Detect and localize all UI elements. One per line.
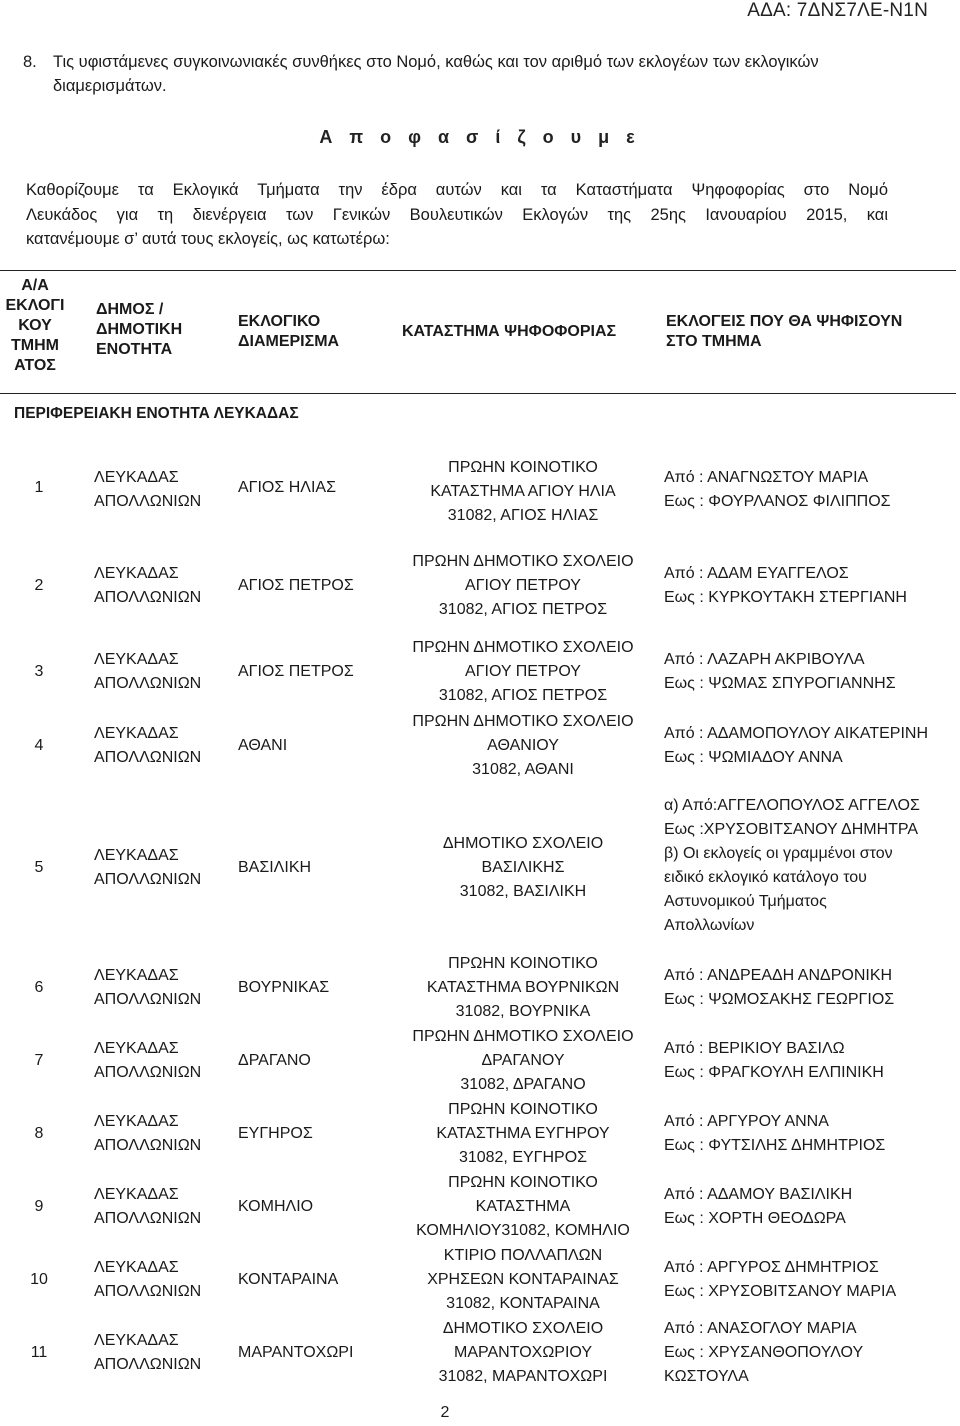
header-bottom-rule [0,393,956,394]
table-header [0,276,956,391]
row-municipality: ΛΕΥΚΑΔΑΣ ΑΠΟΛΛΩΝΙΩΝ [94,967,202,1008]
row-municipality: ΛΕΥΚΑΔΑΣ ΑΠΟΛΛΩΝΙΩΝ [94,725,202,766]
row-voters: Από : ΑΝΑΣΟΓΛΟΥ ΜΑΡΙΑ Εως : ΧΡΥΣΑΝΘΟΠΟΥΛΟΥ ΚΩΣΤΟΥΛΑ [664,1320,864,1385]
row-municipality: ΛΕΥΚΑΔΑΣ ΑΠΟΛΛΩΝΙΩΝ [94,651,202,692]
row-municipality: ΛΕΥΚΑΔΑΣ ΑΠΟΛΛΩΝΙΩΝ [94,1040,202,1081]
intro-paragraph [26,178,888,252]
row-number: 6 [34,979,44,996]
row-municipality: ΛΕΥΚΑΔΑΣ ΑΠΟΛΛΩΝΙΩΝ [94,565,202,606]
row-district: ΒΟΥΡΝΙΚΑΣ [238,979,330,996]
row-municipality: ΛΕΥΚΑΔΑΣ ΑΠΟΛΛΩΝΙΩΝ [94,1259,202,1300]
row-number: 9 [34,1198,44,1215]
row-voters: α) Από:ΑΓΓΕΛΟΠΟΥΛΟΣ ΑΓΓΕΛΟΣ Εως :ΧΡΥΣΟΒΙΤΣΑΝΟΥ ΔΗΜΗΤΡΑ β) Οι εκλογείς οι γραμμένοι στον ειδικό εκλογικό κατάλογο του Αστυνομικού Τμήματος Απολλωνίων [664,797,920,934]
row-number: 4 [34,737,44,754]
row-number: 1 [34,479,44,496]
row-store: ΠΡΩΗΝ ΔΗΜΟΤΙΚΟ ΣΧΟΛΕΙΟ ΑΓΙΟΥ ΠΕΤΡΟΥ 31082, ΑΓΙΟΣ ΠΕΤΡΟΣ [412,639,634,704]
row-voters: Από : ΑΔΑΜΟΥ ΒΑΣΙΛΙΚΗ Εως : ΧΟΡΤΗ ΘΕΟΔΩΡΑ [664,1186,853,1227]
row-district: ΑΓΙΟΣ ΠΕΤΡΟΣ [238,577,354,594]
row-number: 3 [34,663,44,680]
row-store: ΠΡΩΗΝ ΔΗΜΟΤΙΚΟ ΣΧΟΛΕΙΟ ΑΘΑΝΙΟΥ 31082, ΑΘΑΝΙ [412,713,634,778]
document-id: ΑΔΑ: 7ΔΝΣ7ΛΕ-Ν1Ν [747,0,928,21]
row-store: ΠΡΩΗΝ ΚΟΙΝΟΤΙΚΟ ΚΑΤΑΣΤΗΜΑ ΚΟΜΗΛΙΟΥ31082, ΚΟΜΗΛΙΟ [416,1174,630,1239]
row-number: 5 [34,859,44,876]
row-district: ΜΑΡΑΝΤΟΧΩΡΙ [238,1344,354,1361]
header-col-district: ΕΚΛΟΓΙΚΟ ΔΙΑΜΕΡΙΣΜΑ [238,313,340,350]
item-8-text: Τις υφιστάμενες συγκοινωνιακές συνθήκες στο Νομό, καθώς και τον αριθμό των εκλογέων των εκλογικών διαμερισμάτων. [53,53,819,95]
row-voters: Από : ΑΔΑΜ ΕΥΑΓΓΕΛΟΣ Εως : ΚΥΡΚΟΥΤΑΚΗ ΣΤΕΡΓΙΑΝΗ [664,565,907,606]
row-municipality: ΛΕΥΚΑΔΑΣ ΑΠΟΛΛΩΝΙΩΝ [94,1186,202,1227]
row-store: ΔΗΜΟΤΙΚΟ ΣΧΟΛΕΙΟ ΜΑΡΑΝΤΟΧΩΡΙΟΥ 31082, ΜΑΡΑΝΤΟΧΩΡΙ [438,1320,608,1385]
item-8-number: 8. [23,53,37,71]
region-title: ΠΕΡΙΦΕΡΕΙΑΚΗ ΕΝΟΤΗΤΑ ΛΕΥΚΑΔΑΣ [14,405,299,422]
row-district: ΔΡΑΓΑΝΟ [238,1052,311,1069]
decision-heading: Α π ο φ α σ ί ζ ο υ μ ε [319,127,641,147]
row-store: ΠΡΩΗΝ ΚΟΙΝΟΤΙΚΟ ΚΑΤΑΣΤΗΜΑ ΕΥΓΗΡΟΥ 31082, ΕΥΓΗΡΟΣ [436,1101,610,1166]
row-voters: Από : ΑΔΑΜΟΠΟΥΛΟΥ ΑΙΚΑΤΕΡΙΝΗ Εως : ΨΩΜΙΑΔΟΥ ΑΝΝΑ [664,725,929,766]
row-district: ΑΓΙΟΣ ΗΛΙΑΣ [238,479,336,496]
row-municipality: ΛΕΥΚΑΔΑΣ ΑΠΟΛΛΩΝΙΩΝ [94,847,202,888]
row-district: ΒΑΣΙΛΙΚΗ [238,859,312,876]
row-store: ΠΡΩΗΝ ΔΗΜΟΤΙΚΟ ΣΧΟΛΕΙΟ ΑΓΙΟΥ ΠΕΤΡΟΥ 31082, ΑΓΙΟΣ ΠΕΤΡΟΣ [412,553,634,618]
row-district: ΑΘΑΝΙ [238,737,288,754]
row-number: 7 [34,1052,44,1069]
intro-line-3: κατανέμουμε σ’ αυτά τους εκλογείς, ως κατωτέρω: [26,230,390,248]
header-col-municipality: ΔΗΜΟΣ / ΔΗΜΟΤΙΚΗ ΕΝΟΤΗΤΑ [96,301,183,358]
header-col-voters: ΕΚΛΟΓΕΙΣ ΠΟΥ ΘΑ ΨΗΦΙΣΟΥΝ ΣΤΟ ΤΜΗΜΑ [666,313,903,350]
row-store: ΚΤΙΡΙΟ ΠΟΛΛΑΠΛΩΝ ΧΡΗΣΕΩΝ ΚΟΝΤΑΡΑΙΝΑΣ 31082, ΚΟΝΤΑΡΑΙΝΑ [427,1247,619,1312]
item-8 [23,50,903,98]
header-col-store: ΚΑΤΑΣΤΗΜΑ ΨΗΦΟΦΟΡΙΑΣ [402,323,617,340]
row-voters: Από : ΒΕΡΙΚΙΟΥ ΒΑΣΙΛΩ Εως : ΦΡΑΓΚΟΥΛΗ ΕΛΠΙΝΙΚΗ [664,1040,884,1081]
header-col-section: Α/Α ΕΚΛΟΓΙ ΚΟΥ ΤΜΗΜ ΑΤΟΣ [5,277,65,374]
row-number: 11 [30,1344,48,1361]
intro-line-2: Λευκάδος για τη διενέργεια των Γενικών Βουλευτικών Εκλογών της 25ης Ιανουαρίου 2015, και [26,205,888,224]
header-top-rule [0,270,956,271]
row-municipality: ΛΕΥΚΑΔΑΣ ΑΠΟΛΛΩΝΙΩΝ [94,469,202,510]
row-voters: Από : ΑΝΔΡΕΑΔΗ ΑΝΔΡΟΝΙΚΗ Εως : ΨΩΜΟΣΑΚΗΣ ΓΕΩΡΓΙΟΣ [664,967,895,1008]
row-number: 8 [34,1125,44,1142]
row-store: ΠΡΩΗΝ ΚΟΙΝΟΤΙΚΟ ΚΑΤΑΣΤΗΜΑ ΑΓΙΟΥ ΗΛΙΑ 31082, ΑΓΙΟΣ ΗΛΙΑΣ [430,459,616,524]
row-district: ΑΓΙΟΣ ΠΕΤΡΟΣ [238,663,354,680]
row-voters: Από : ΑΡΓΥΡΟΣ ΔΗΜΗΤΡΙΟΣ Εως : ΧΡΥΣΟΒΙΤΣΑΝΟΥ ΜΑΡΙΑ [664,1259,897,1300]
row-store: ΔΗΜΟΤΙΚΟ ΣΧΟΛΕΙΟ ΒΑΣΙΛΙΚΗΣ 31082, ΒΑΣΙΛΙΚΗ [442,835,604,900]
row-number: 10 [30,1271,48,1288]
row-voters: Από : ΛΑΖΑΡΗ ΑΚΡΙΒΟΥΛΑ Εως : ΨΩΜΑΣ ΣΠΥΡΟΓΙΑΝΝΗΣ [664,651,896,692]
page-number: 2 [440,1404,450,1421]
row-voters: Από : ΑΝΑΓΝΩΣΤΟΥ ΜΑΡΙΑ Εως : ΦΟΥΡΛΑΝΟΣ ΦΙΛΙΠΠΟΣ [664,469,891,510]
row-district: ΚΟΜΗΛΙΟ [238,1198,314,1215]
row-store: ΠΡΩΗΝ ΚΟΙΝΟΤΙΚΟ ΚΑΤΑΣΤΗΜΑ ΒΟΥΡΝΙΚΩΝ 31082, ΒΟΥΡΝΙΚΑ [426,955,620,1020]
row-voters: Από : ΑΡΓΥΡΟΥ ΑΝΝΑ Εως : ΦΥΤΣΙΛΗΣ ΔΗΜΗΤΡΙΟΣ [664,1113,886,1154]
row-district: ΚΟΝΤΑΡΑΙΝΑ [238,1271,339,1288]
row-municipality: ΛΕΥΚΑΔΑΣ ΑΠΟΛΛΩΝΙΩΝ [94,1332,202,1373]
row-number: 2 [34,577,44,594]
row-district: ΕΥΓΗΡΟΣ [238,1125,313,1142]
row-municipality: ΛΕΥΚΑΔΑΣ ΑΠΟΛΛΩΝΙΩΝ [94,1113,202,1154]
intro-line-1: Καθορίζουμε τα Εκλογικά Τμήματα την έδρα αυτών και τα Καταστήματα Ψηφοφορίας στο Νομό [26,181,888,199]
row-store: ΠΡΩΗΝ ΔΗΜΟΤΙΚΟ ΣΧΟΛΕΙΟ ΔΡΑΓΑΝΟΥ 31082, ΔΡΑΓΑΝΟ [412,1028,634,1093]
